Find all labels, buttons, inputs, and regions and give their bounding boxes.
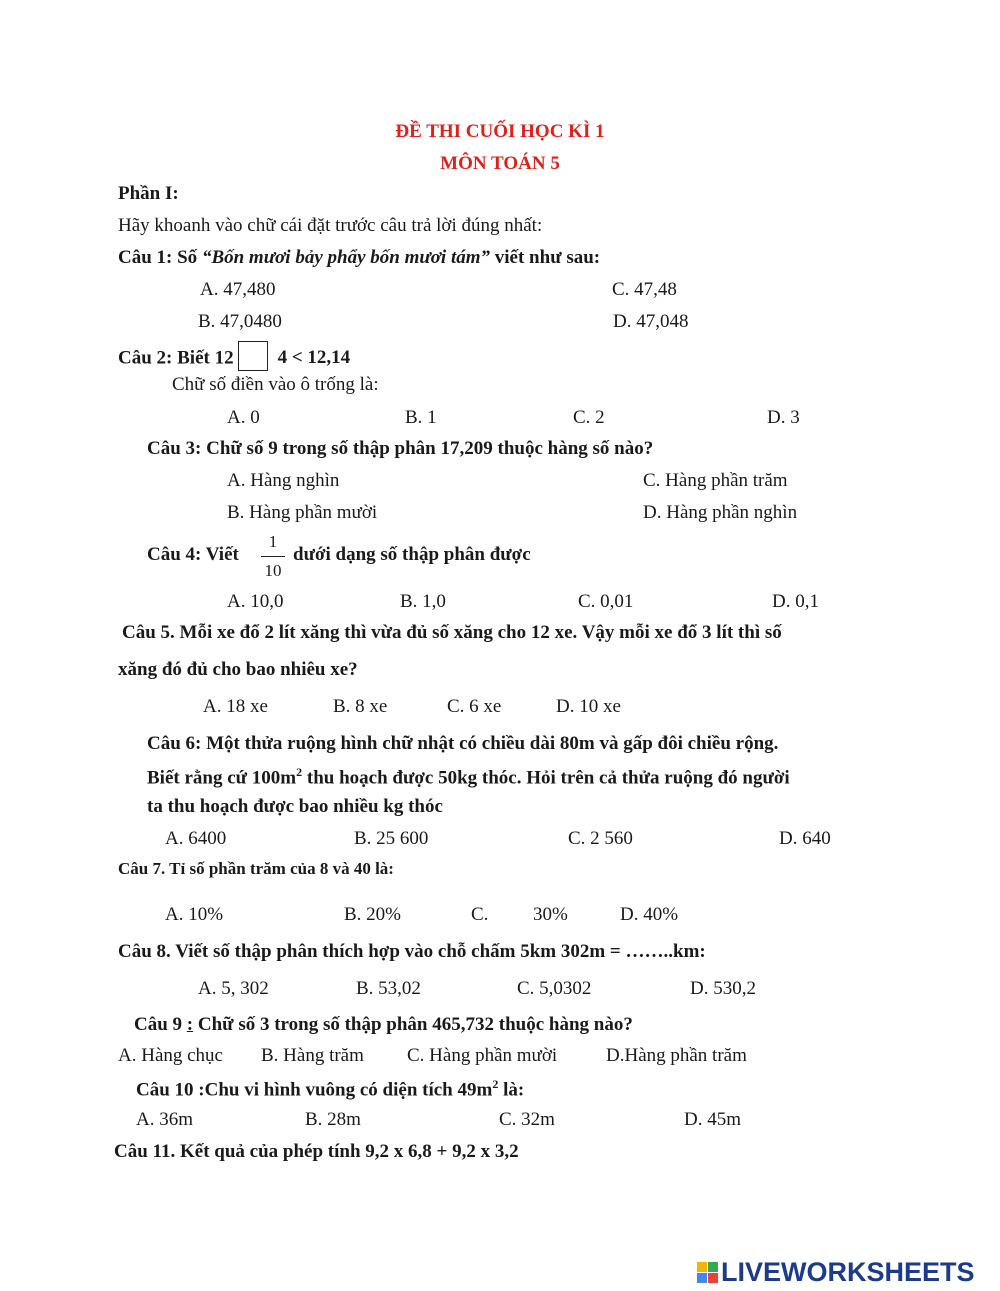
part-heading: Phần I: bbox=[118, 183, 179, 204]
q4-option-d[interactable]: D. 0,1 bbox=[772, 591, 819, 612]
question-6-line-2a: Biết rằng cứ 100m bbox=[147, 767, 297, 789]
q8-option-b[interactable]: B. 53,02 bbox=[356, 978, 421, 999]
q2-option-d[interactable]: D. 3 bbox=[767, 407, 800, 428]
q7-option-c[interactable]: C. bbox=[471, 904, 489, 925]
q10-option-d[interactable]: D. 45m bbox=[684, 1109, 741, 1130]
q4-option-a[interactable]: A. 10,0 bbox=[227, 591, 284, 612]
q1-option-c[interactable]: C. 47,48 bbox=[612, 279, 677, 300]
question-7: Câu 7. Tỉ số phần trăm của 8 và 40 là: bbox=[118, 859, 394, 878]
question-4-label: Câu 4: Viết bbox=[147, 544, 239, 565]
q6-option-a[interactable]: A. 6400 bbox=[165, 828, 227, 849]
q1-option-d[interactable]: D. 47,048 bbox=[613, 311, 689, 332]
question-9-tail: Chữ số 3 trong số thập phân 465,732 thuộc hàng nào? bbox=[193, 1014, 633, 1035]
question-5-line-1: Câu 5. Mỗi xe đổ 2 lít xăng thì vừa đủ số xăng cho 12 xe. Vậy mỗi xe đổ 3 lít thì số bbox=[122, 622, 782, 643]
q2-option-a[interactable]: A. 0 bbox=[227, 407, 260, 428]
fraction-denominator: 10 bbox=[264, 561, 282, 580]
q9-option-a[interactable]: A. Hàng chục bbox=[118, 1045, 223, 1066]
q8-option-d[interactable]: D. 530,2 bbox=[690, 978, 756, 999]
title-line-2: MÔN TOÁN 5 bbox=[440, 153, 560, 174]
question-10 bbox=[136, 1078, 524, 1099]
superscript: 2 bbox=[296, 765, 303, 779]
q8-option-a[interactable]: A. 5, 302 bbox=[198, 978, 269, 999]
q10-option-c[interactable]: C. 32m bbox=[499, 1109, 555, 1130]
q3-option-a[interactable]: A. Hàng nghìn bbox=[227, 470, 340, 491]
question-1 bbox=[118, 248, 600, 267]
q9-option-b[interactable]: B. Hàng trăm bbox=[261, 1045, 364, 1066]
q3-option-d[interactable]: D. Hàng phần nghìn bbox=[643, 502, 798, 523]
fraction-numerator: 1 bbox=[261, 532, 285, 557]
q10-option-b[interactable]: B. 28m bbox=[305, 1109, 361, 1130]
q7-option-c-value[interactable]: 30% bbox=[533, 904, 568, 925]
q6-option-c[interactable]: C. 2 560 bbox=[568, 828, 633, 849]
question-2 bbox=[118, 344, 350, 374]
question-2-tail: 4 < 12,14 bbox=[277, 347, 351, 369]
q6-option-d[interactable]: D. 640 bbox=[779, 828, 831, 849]
logo-wordmark: LIVEWORKSHEETS bbox=[721, 1256, 975, 1287]
q3-option-b[interactable]: B. Hàng phần mười bbox=[227, 502, 378, 523]
q7-option-b[interactable]: B. 20% bbox=[344, 904, 401, 925]
question-9-colon: : bbox=[186, 1014, 194, 1035]
question-2-label: Câu 2: Biết 12 bbox=[118, 347, 234, 369]
question-9-label: Câu 9 bbox=[134, 1014, 187, 1035]
question-6-line-2 bbox=[147, 766, 790, 787]
question-1-tail: viết như sau: bbox=[490, 247, 601, 268]
question-11: Câu 11. Kết quả của phép tính 9,2 x 6,8 + 9,2 x 3,2 bbox=[114, 1141, 519, 1162]
q9-option-d[interactable]: D.Hàng phần trăm bbox=[606, 1045, 747, 1066]
title-line-1: ĐỀ THI CUỐI HỌC KÌ 1 bbox=[395, 121, 605, 142]
question-6-line-2b: thu hoạch được 50kg thóc. Hỏi trên cả thửa ruộng đó người bbox=[302, 767, 790, 789]
fraction bbox=[261, 532, 285, 581]
question-2-sub: Chữ số điền vào ô trống là: bbox=[172, 374, 379, 395]
q2-option-c[interactable]: C. 2 bbox=[573, 407, 605, 428]
q5-option-c[interactable]: C. 6 xe bbox=[447, 696, 502, 717]
q7-option-a[interactable]: A. 10% bbox=[165, 904, 224, 925]
question-9 bbox=[134, 1015, 633, 1034]
logo-mark-icon bbox=[697, 1262, 718, 1283]
q5-option-b[interactable]: B. 8 xe bbox=[333, 696, 388, 717]
liveworksheets-logo bbox=[697, 1256, 975, 1288]
question-6-line-1: Câu 6: Một thửa ruộng hình chữ nhật có chiều dài 80m và gấp đôi chiều rộng. bbox=[147, 733, 779, 754]
q3-option-c[interactable]: C. Hàng phần trăm bbox=[643, 470, 788, 491]
instruction: Hãy khoanh vào chữ cái đặt trước câu trả lời đúng nhất: bbox=[118, 215, 543, 236]
q1-option-a[interactable]: A. 47,480 bbox=[200, 279, 276, 300]
question-1-quote: “Bốn mươi bảy phẩy bốn mươi tám” bbox=[201, 247, 491, 268]
q4-option-c[interactable]: C. 0,01 bbox=[578, 591, 634, 612]
q7-option-d[interactable]: D. 40% bbox=[620, 904, 679, 925]
q9-option-c[interactable]: C. Hàng phần mười bbox=[407, 1045, 558, 1066]
q8-option-c[interactable]: C. 5,0302 bbox=[517, 978, 592, 999]
q5-option-d[interactable]: D. 10 xe bbox=[556, 696, 621, 717]
question-4-tail: dưới dạng số thập phân được bbox=[293, 544, 531, 565]
blank-box[interactable] bbox=[238, 341, 268, 371]
superscript: 2 bbox=[492, 1077, 499, 1091]
q4-option-b[interactable]: B. 1,0 bbox=[400, 591, 446, 612]
question-6-line-3: ta thu hoạch được bao nhiều kg thóc bbox=[147, 796, 443, 817]
q5-option-a[interactable]: A. 18 xe bbox=[203, 696, 268, 717]
q6-option-b[interactable]: B. 25 600 bbox=[354, 828, 429, 849]
question-10-label: Câu 10 :Chu vi hình vuông có diện tích 49m bbox=[136, 1079, 493, 1101]
question-8: Câu 8. Viết số thập phân thích hợp vào chỗ chấm 5km 302m = ……..km: bbox=[118, 941, 706, 962]
q2-option-b[interactable]: B. 1 bbox=[405, 407, 437, 428]
q10-option-a[interactable]: A. 36m bbox=[136, 1109, 193, 1130]
question-5-line-2: xăng đó đủ cho bao nhiêu xe? bbox=[118, 659, 358, 680]
question-10-tail: là: bbox=[498, 1079, 525, 1101]
question-3: Câu 3: Chữ số 9 trong số thập phân 17,209 thuộc hàng số nào? bbox=[147, 438, 654, 459]
q1-option-b[interactable]: B. 47,0480 bbox=[198, 311, 282, 332]
question-1-label: Câu 1: Số bbox=[118, 247, 202, 268]
